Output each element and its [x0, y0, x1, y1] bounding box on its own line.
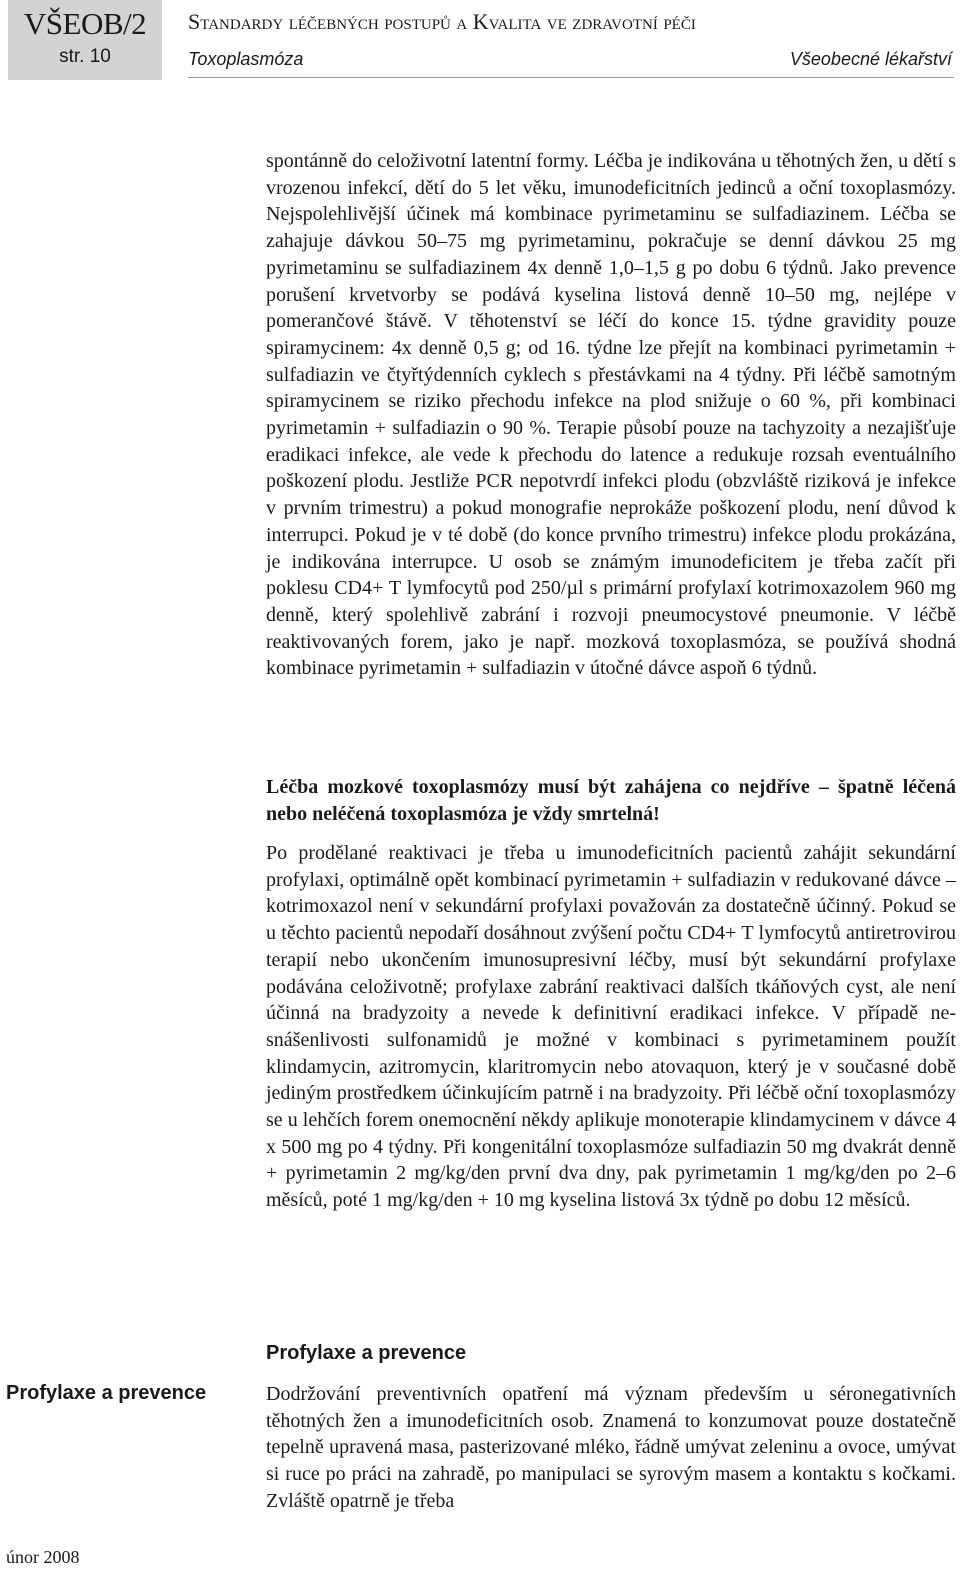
page-label-box [8, 0, 162, 80]
topic-label: Toxoplasmóza [188, 49, 304, 69]
paragraph-text: spontánně do celoživotní latentní formy. Léčba je indikována u těhotných žen, u dětí s vrozenou infekcí, dětí do 5 let věku, imunodeficitních jedinců a oční toxoplasmózy. Nejspolehlivější účinek má kombinace pyrimetaminu se sulfadiazinem. Léčba se zahajuje dávkou 50–75 mg pyrimetaminu, pokračuje se denní dávkou 25 mg pyrimetaminu se sulfadiazinem 4x denně 1,0–1,5 g po dobu 6 týdnů. Jako prevence porušení krvetvorby se podává kyselina listová denně 10–50 mg, nejlépe v pomerančové štávě. V těhotenství se léčí do konce 15. týdne gravidity pouze spiramycinem: 4x denně 0,5 g; od 16. týdne lze přejít na kombinaci pyrimetamin + sulfadiazin ve čtyřtýdenních cyklech s přestávkami na 4 týdny. Při léčbě samotným spiramycinem se riziko přechodu infekce na plod snižuje o 60 %, při kombinaci pyrimetamin + sulfadiazin o 90 %. Terapie působí pouze na tachyzoity a nezajišťuje eradikaci infekce, ale vede k přechodu do latence a redukuje rozsah eventuálního poškození plodu. Jestliže PCR nepotvrdí infekci plodu (obzvláště riziková je infekce v prvním trimestru) a pokud monografie neprokáže poškození plodu, není důvod k interrupci. Pokud je v té době (do konce prvního trimestru) infekce plodu prokázána, je indikována interrupce. U osob se známým imunodeficitem je třeba začít při poklesu CD4+ T lymfocytů pod 250/µl s primární profylaxí kotrimoxazolem 960 mg denně, který spolehlivě zabrání i rozvoji pneumocystové pneumonie. V léčbě reaktivovaných forem, jako je např. mozková toxoplasmóza, se používá shodná kombinace pyrimetamin + sulfadiazin v útočné dávce aspoň 6 týdnů. [266, 150, 956, 680]
section-heading: Profylaxe a prevence [266, 1342, 467, 1364]
section-label: Všeobecné lékařství [789, 49, 952, 69]
footer-date: únor 2008 [6, 1547, 80, 1567]
warning-paragraph [266, 774, 956, 827]
margin-section-label: Profylaxe a prevence [6, 1382, 207, 1404]
body-paragraph-3 [266, 840, 956, 1214]
prevention-paragraph [266, 1381, 956, 1515]
paragraph-text: Léčba mozkové toxoplasmózy musí být zahájena co nejdříve – špatně léčená nebo neléčená toxoplasmóza je vždy smrtelná! [266, 776, 956, 825]
paragraph-text: Dodržování preventivních opatření má význam především u séronegativních těhotných žen a imunodeficitních osob. Znamená to konzumovat pouze dostatečně tepelně upravená masa, pasterizované mléko, řádně umývat zeleninu a ovoce, umývat si ruce po práci na zahradě, po manipulaci se syrovým masem a kontaktu s kočkami. Zvláště opatrně je třeba [266, 1383, 956, 1512]
running-title: Standardy léčebných postupů a Kvalita ve zdravotní péči [188, 9, 696, 34]
body-paragraph-1 [266, 148, 956, 682]
header-divider [188, 77, 954, 78]
page-number: str. 10 [59, 46, 111, 67]
paragraph-text: Po prodělané reaktivaci je třeba u imunodeficitních pacientů zahájit sekundární profylaxi, optimálně opět kombinací pyrimetamin + sulfadiazin v redukované dávce – kotrimoxazol není v sekundární profylaxi považován za dostatečně účinný. Pokud se u těchto pacientů nepodaří dosáhnout zvýšení počtu CD4+ T lymfocytů antiretrovirou terapií nebo ukončením imunosupresivní léčby, musí být sekundární profylaxe podávána celoživotně; profylaxe zabrání reaktivaci dalších tkáňových cyst, ale není účinná na bradyzoity a nevede k definitivní eradikaci infekce. V případě nesnášenlivosti sulfonamidů je možné v kombinaci s pyrimetaminem použít klindamycin, azitromycin, klaritromycin nebo atovaquon, který je v současné době jediným prostředkem účinkujícím patrně i na bradyzoity. Při léčbě oční toxoplasmózy se u lehčích forem onemocnění někdy aplikuje monoterapie klindamycinem v dávce 4 x 500 mg po 4 týdny. Při kongenitální toxoplasmóze sulfadiazin 50 mg dvakrát denně + pyrimetamin 2 mg/kg/den první dva dny, pak pyrimetamin 1 mg/kg/den po 2–6 měsíců, poté 1 mg/kg/den + 10 mg kyselina listová 3x týdně po dobu 12 měsíců. [266, 842, 956, 1212]
document-code: VŠEOB/2 [23, 6, 147, 41]
